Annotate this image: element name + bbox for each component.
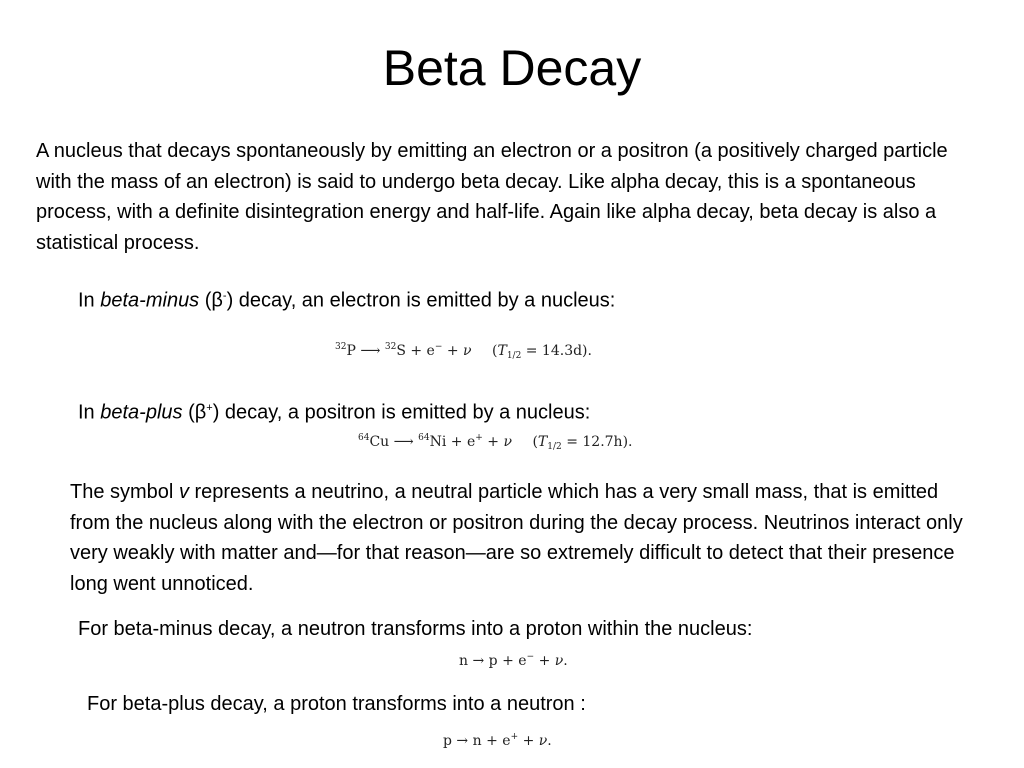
beta-plus-symbol: (β [182, 401, 207, 424]
beta-plus-sign: + [206, 402, 213, 414]
proton-to-neutron-line: For beta-plus decay, a proton transforms into a neutron : [87, 693, 586, 715]
proton-to-neutron-equation: p → n + e+ + ν. [443, 732, 552, 749]
neutrino-symbol: v [178, 481, 189, 503]
beta-minus-symbol: (β [199, 289, 223, 312]
beta-minus-suffix: ) decay, an electron is emitted by a nucleus: [226, 289, 616, 312]
slide-title: Beta Decay [382, 40, 642, 96]
intro-paragraph: A nucleus that decays spontaneously by emitting an electron or a positron (a positively charged particle with the mass of an electron) is said to undergo beta decay. Like alpha decay, this is a spontaneous process, with a definite disintegration energy and half-life. Again like alpha decay, beta decay is also a statistical process. [36, 140, 948, 254]
beta-plus-prefix: In [78, 401, 101, 424]
beta-minus-term: beta-minus [100, 289, 200, 312]
beta-plus-suffix: ) decay, a positron is emitted by a nucleus: [212, 401, 591, 424]
beta-plus-term: beta-plus [100, 401, 183, 424]
beta-plus-equation: $^{64}$Cu ⟶ $^{64}$Ni + e+ + ν $(T_{1/2} = 12.7h)$. [358, 433, 633, 452]
beta-minus-equation: $^{32}$P ⟶ $^{32}$S + e− + ν $(T_{1/2} = 14.3d)$. [335, 342, 592, 361]
beta-plus-line [78, 395, 590, 426]
beta-minus-prefix: In [78, 289, 101, 312]
beta-minus-sign: - [222, 290, 227, 302]
beta-minus-line [78, 283, 615, 314]
neutrino-paragraph: The symbol v represents a neutrino, a neutral particle which has a very small mass, that is emitted from the nucleus along with the electron or positron during the decay process. Neutrinos interact only very weakly with matter and—for that reason—are so extremely difficult to detect that their presence long went unnoticed. [70, 481, 963, 595]
neutron-to-proton-line: For beta-minus decay, a neutron transforms into a proton within the nucleus: [78, 618, 753, 640]
neutron-to-proton-equation: n → p + e− + ν. [459, 652, 568, 669]
